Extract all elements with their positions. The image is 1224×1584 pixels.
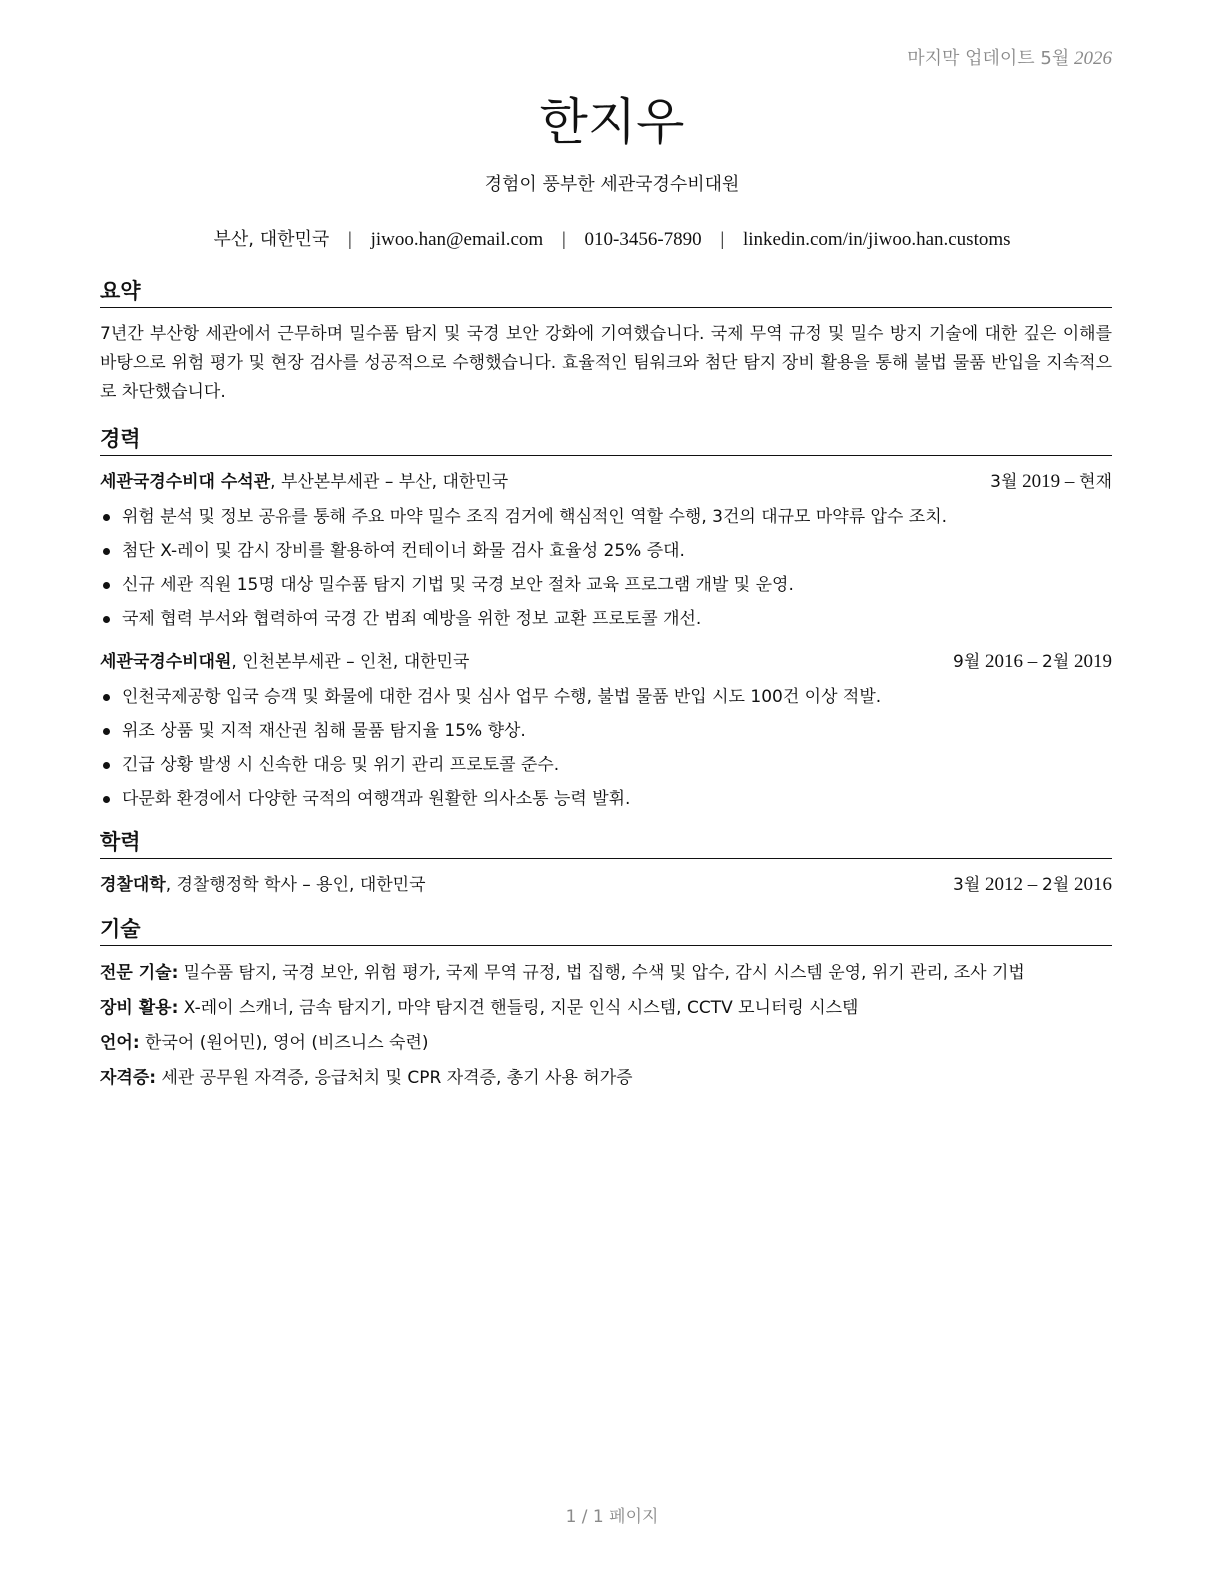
- summary-text: 7년간 부산항 세관에서 근무하며 밀수품 탐지 및 국경 보안 강화에 기여했습니다. 국제 무역 규정 및 밀수 방지 기술에 대한 깊은 이해를 바탕으로 위험 평가 및 현장 검사를 성공적으로 수행했습니다. 효율적인 팀워크와 첨단 탐지 장비 활용을 통해 불법 물품 반입을 지속적으로 차단했습니다.: [100, 324, 1112, 402]
- contact-phone: 010-3456-7890: [584, 229, 702, 250]
- skill-value: 밀수품 탐지, 국경 보안, 위험 평가, 국제 무역 규정, 법 집행, 수색 및 압수, 감시 시스템 운영, 위기 관리, 조사 기법: [178, 963, 1025, 983]
- skills-list: [100, 956, 1112, 1096]
- contact-separator: |: [348, 229, 352, 250]
- summary-heading: 요약: [100, 275, 1112, 308]
- candidate-headline: 경험이 풍부한 세관국경수비대원: [484, 174, 740, 195]
- job-bullet: 다문화 환경에서 다양한 국적의 여행객과 원활한 의사소통 능력 발휘.: [100, 782, 1112, 816]
- skill-value: 한국어 (원어민), 영어 (비즈니스 숙련): [139, 1033, 429, 1053]
- last-updated: [907, 44, 1112, 70]
- job-entry: [100, 468, 1112, 636]
- job-bullet: 국제 협력 부서와 협력하여 국경 간 범죄 예방을 위한 정보 교환 프로토콜 개선.: [100, 602, 1112, 636]
- contact-email[interactable]: jiwoo.han@email.com: [370, 229, 544, 250]
- education-dates: 3월 2012 – 2월 2016: [953, 874, 1112, 895]
- skill-value: X-레이 스캐너, 금속 탐지기, 마약 탐지견 핸들링, 지문 인식 시스템, CCTV 모니터링 시스템: [178, 998, 859, 1018]
- job-header: [100, 648, 1112, 676]
- skill-label: 장비 활용:: [100, 998, 179, 1018]
- skill-row: [100, 1026, 1112, 1061]
- experience-heading: 경력: [100, 423, 1112, 456]
- skill-label: 자격증:: [100, 1068, 157, 1088]
- last-updated-label: 마지막 업데이트: [907, 48, 1035, 69]
- contact-line: [0, 225, 1224, 251]
- job-organization: , 부산본부세관 – 부산, 대한민국: [270, 472, 509, 492]
- job-organization: , 인천본부세관 – 인천, 대한민국: [231, 652, 470, 672]
- skill-row: [100, 1061, 1112, 1096]
- contact-linkedin[interactable]: linkedin.com/in/jiwoo.han.customs: [742, 229, 1011, 250]
- education-heading: 학력: [100, 826, 1112, 859]
- contact-separator: |: [720, 229, 725, 250]
- job-title: 세관국경수비대 수석관: [100, 472, 271, 492]
- job-dates: 9월 2016 – 2월 2019: [953, 651, 1112, 672]
- skill-row: [100, 991, 1112, 1026]
- skill-label: 언어:: [100, 1033, 140, 1053]
- candidate-name: 한지우: [539, 93, 685, 151]
- page-number: 1 / 1 페이지: [565, 1507, 659, 1527]
- contact-separator: |: [561, 229, 566, 250]
- school-name: 경찰대학: [100, 875, 166, 895]
- job-bullet: 첨단 X-레이 및 감시 장비를 활용하여 컨테이너 화물 검사 효율성 25% 증대.: [100, 534, 1112, 568]
- skill-value: 세관 공무원 자격증, 응급처치 및 CPR 자격증, 총기 사용 허가증: [156, 1068, 633, 1088]
- job-dates: 3월 2019 – 현재: [990, 471, 1112, 492]
- job-bullet: 위조 상품 및 지적 재산권 침해 물품 탐지율 15% 향상.: [100, 714, 1112, 748]
- job-bullets: [100, 680, 1112, 816]
- skill-row: [100, 956, 1112, 991]
- job-bullet: 긴급 상황 발생 시 신속한 대응 및 위기 관리 프로토콜 준수.: [100, 748, 1112, 782]
- education-entry: [100, 871, 1112, 899]
- skills-heading: 기술: [100, 913, 1112, 946]
- job-bullet: 인천국제공항 입국 승객 및 화물에 대한 검사 및 심사 업무 수행, 불법 물품 반입 시도 100건 이상 적발.: [100, 680, 1112, 714]
- degree-detail: , 경찰행정학 학사 – 용인, 대한민국: [165, 875, 426, 895]
- job-header: [100, 468, 1112, 496]
- job-title: 세관국경수비대원: [100, 652, 232, 672]
- job-entry: [100, 648, 1112, 816]
- contact-location: 부산, 대한민국: [213, 229, 330, 250]
- job-bullet: 위험 분석 및 정보 공유를 통해 주요 마약 밀수 조직 검거에 핵심적인 역할 수행, 3건의 대규모 마약류 압수 조치.: [100, 500, 1112, 534]
- skill-label: 전문 기술:: [100, 963, 179, 983]
- job-bullets: [100, 500, 1112, 636]
- resume-body: [100, 275, 1112, 1096]
- job-bullet: 신규 세관 직원 15명 대상 밀수품 탐지 기법 및 국경 보안 절차 교육 프로그램 개발 및 운영.: [100, 568, 1112, 602]
- last-updated-month: 5월 2026: [1040, 48, 1112, 69]
